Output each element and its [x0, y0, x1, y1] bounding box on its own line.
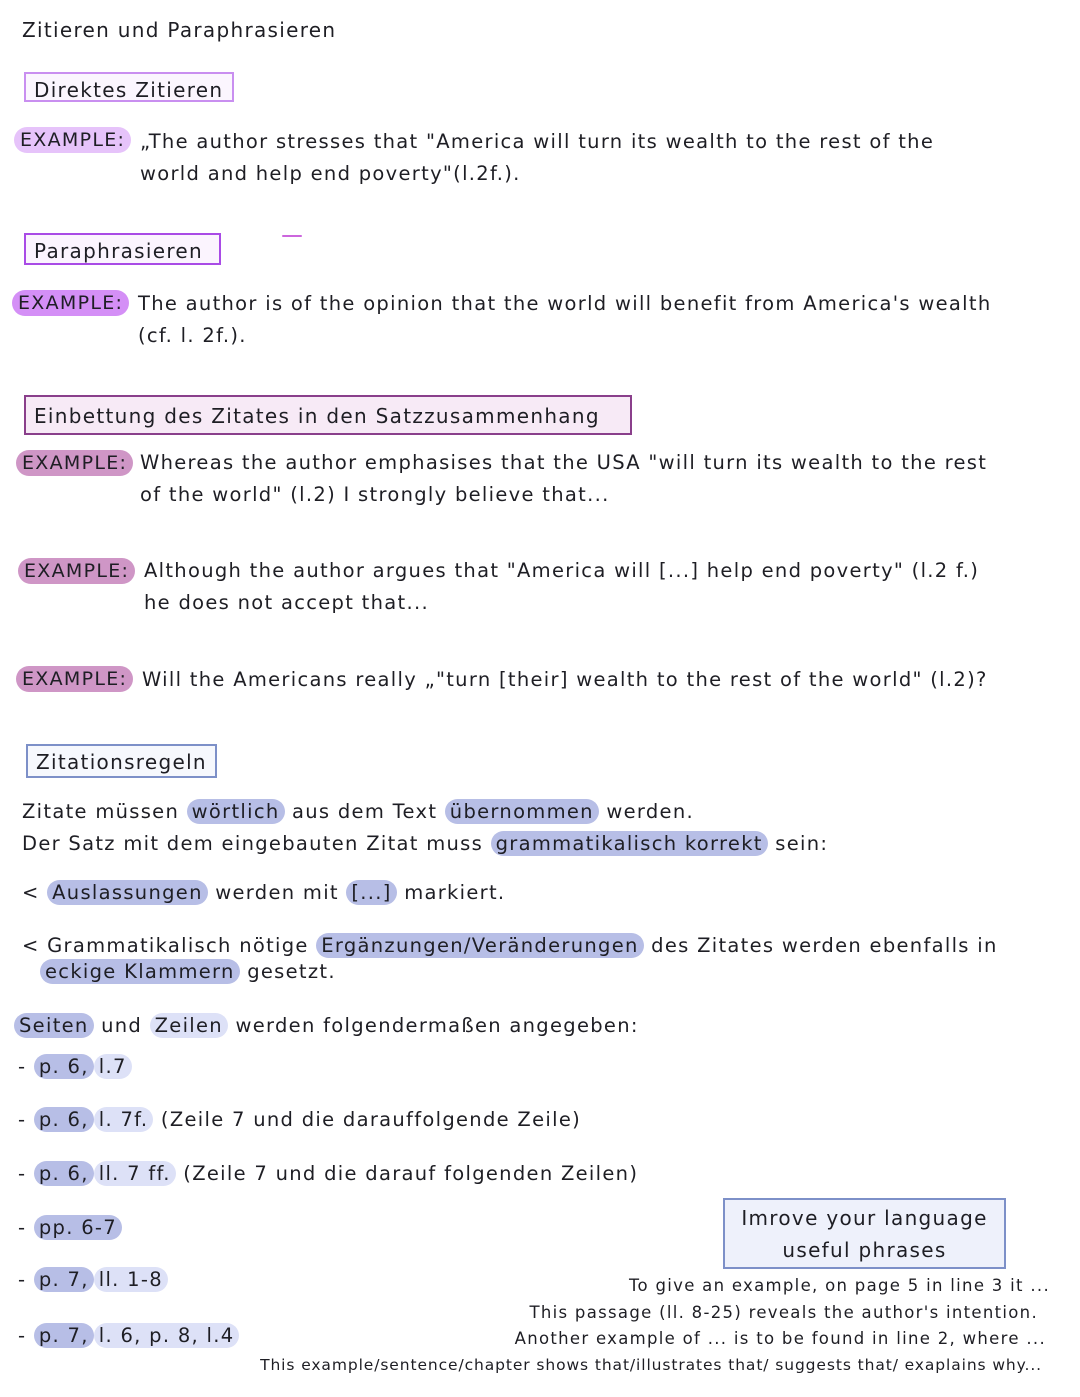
dash: -	[18, 1216, 27, 1239]
highlight: ll. 7 ff.	[94, 1161, 176, 1186]
rule-text: aus dem Text	[292, 800, 438, 823]
useful-phrase: This passage (ll. 8-25) reveals the author's intention.	[529, 1303, 1038, 1322]
citation-item	[18, 1108, 581, 1131]
example-tag: EXAMPLE:	[16, 666, 133, 692]
highlight: wörtlich	[187, 799, 285, 824]
example-para-line2: (cf. l. 2f.).	[138, 324, 247, 347]
citation-item	[18, 1216, 122, 1239]
rule-text: markiert.	[404, 881, 506, 904]
highlight: pp. 6-7	[34, 1215, 122, 1240]
dash: -	[18, 1108, 27, 1131]
rule-text: werden.	[606, 800, 694, 823]
language-box	[723, 1198, 1006, 1269]
example-embed2-line2: he does not accept that...	[144, 591, 429, 614]
section-heading-paraphrase-label: Paraphrasieren	[34, 239, 203, 263]
rule-additions-line2	[40, 960, 336, 983]
rule-text: werden mit	[215, 881, 339, 904]
language-box-subtitle: useful phrases	[782, 1238, 947, 1262]
example-direct-line2: world and help end poverty"(l.2f.).	[140, 162, 521, 185]
section-heading-embedding	[24, 395, 632, 435]
section-heading-direct-label: Direktes Zitieren	[34, 78, 224, 102]
rule-text: sein:	[775, 832, 829, 855]
dash: -	[18, 1055, 27, 1078]
dash: -	[18, 1268, 27, 1291]
rule-literal	[22, 800, 694, 823]
highlight: [...]	[346, 880, 396, 905]
rule-text: Grammatikalisch nötige	[47, 934, 309, 957]
rule-pages-lines	[14, 1014, 639, 1037]
highlight: l.7	[94, 1054, 132, 1079]
citation-note: (Zeile 7 und die darauf folgenden Zeilen)	[183, 1162, 639, 1185]
rule-grammar	[22, 832, 828, 855]
rule-text: und	[101, 1014, 143, 1037]
citation-item	[18, 1268, 168, 1291]
highlight: Auslassungen	[47, 880, 208, 905]
highlight: grammatikalisch korrekt	[491, 831, 768, 856]
useful-phrase: Another example of ... is to be found in line 2, where ...	[514, 1329, 1046, 1348]
bullet-marker: <	[22, 934, 40, 957]
rule-additions-line1	[22, 934, 998, 957]
bullet-marker: <	[22, 881, 40, 904]
dash: -	[18, 1162, 27, 1185]
rule-text: Der Satz mit dem eingebauten Zitat muss	[22, 832, 484, 855]
citation-item	[18, 1055, 132, 1078]
rule-text: Zitate müssen	[22, 800, 180, 823]
highlight: eckige Klammern	[40, 959, 240, 984]
example-tag: EXAMPLE:	[12, 290, 129, 316]
example-tag: EXAMPLE:	[18, 558, 135, 584]
rule-text: gesetzt.	[247, 960, 336, 983]
highlight: l. 7f.	[94, 1107, 154, 1132]
highlight: ll. 1-8	[94, 1267, 168, 1292]
useful-phrase: To give an example, on page 5 in line 3 it ...	[628, 1276, 1050, 1295]
highlight: Zeilen	[150, 1013, 228, 1038]
highlight: l. 6, p. 8, l.4	[94, 1323, 240, 1348]
highlight: p. 6,	[34, 1161, 94, 1186]
example-direct-line1: „The author stresses that "America will turn its wealth to the rest of the	[140, 130, 935, 153]
citation-item	[18, 1324, 239, 1347]
highlight: p. 6,	[34, 1054, 94, 1079]
highlight: Seiten	[14, 1013, 94, 1038]
example-tag: EXAMPLE:	[14, 127, 131, 153]
useful-phrase: This example/sentence/chapter shows that/illustrates that/ suggests that/ exaplains why...	[260, 1356, 1042, 1374]
pen-mark	[282, 235, 302, 237]
highlight: p. 7,	[34, 1323, 94, 1348]
citation-note: (Zeile 7 und die darauffolgende Zeile)	[160, 1108, 582, 1131]
highlight: p. 7,	[34, 1267, 94, 1292]
rule-text: werden folgendermaßen angegeben:	[235, 1014, 639, 1037]
example-embed1-line2: of the world" (l.2) I strongly believe that...	[140, 483, 610, 506]
highlight: übernommen	[445, 799, 599, 824]
rule-text: des Zitates werden ebenfalls in	[651, 934, 998, 957]
citation-item	[18, 1162, 638, 1185]
highlight: p. 6,	[34, 1107, 94, 1132]
section-heading-embedding-label: Einbettung des Zitates in den Satzzusammenhang	[34, 404, 600, 428]
example-embed2-line1: Although the author argues that "America will [...] help end poverty" (l.2 f.)	[144, 559, 980, 582]
example-embed1-line1: Whereas the author emphasises that the USA "will turn its wealth to the rest	[140, 451, 988, 474]
rule-omissions	[22, 881, 505, 904]
language-box-title: Imrove your language	[741, 1206, 988, 1230]
page-title: Zitieren und Paraphrasieren	[22, 18, 337, 42]
section-heading-rules	[26, 744, 217, 778]
section-heading-direct	[24, 72, 234, 102]
dash: -	[18, 1324, 27, 1347]
section-heading-rules-label: Zitationsregeln	[36, 750, 207, 774]
section-heading-paraphrase	[24, 233, 221, 265]
example-tag: EXAMPLE:	[16, 450, 133, 476]
highlight: Ergänzungen/Veränderungen	[316, 933, 643, 958]
example-para-line1: The author is of the opinion that the world will benefit from America's wealth	[138, 292, 992, 315]
example-embed3-line: Will the Americans really „"turn [their] wealth to the rest of the world" (l.2)?	[142, 668, 988, 691]
